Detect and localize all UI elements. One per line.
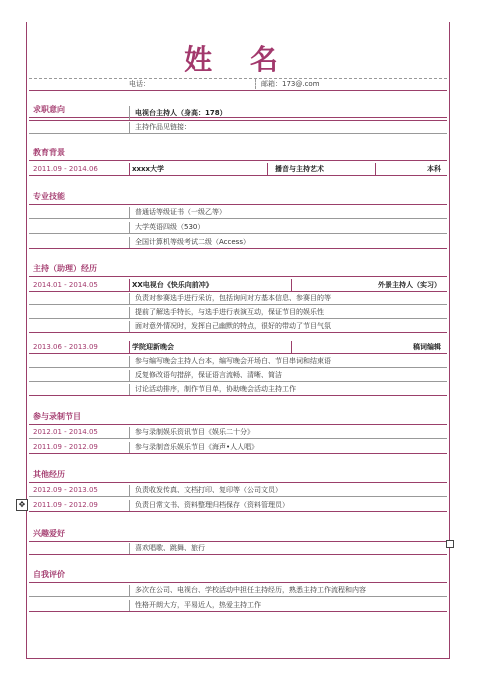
education-major[interactable]: 播音与主持艺术 bbox=[275, 165, 324, 173]
section-hobby-title[interactable]: 兴趣爱好 bbox=[33, 529, 65, 538]
other-text[interactable]: 负责收发传真、文档打印、复印等（公司文员） bbox=[135, 486, 282, 494]
program-row bbox=[29, 427, 447, 439]
skill-item[interactable]: 全国计算机等级考试二级（Access） bbox=[135, 238, 250, 246]
section-skills-title[interactable]: 专业技能 bbox=[33, 192, 65, 201]
host-duty[interactable]: 讨论活动排序，制作节目单，协助晚会活动主持工作 bbox=[135, 385, 296, 393]
program-text[interactable]: 参与录制音乐娱乐节目《海声•人人唱》 bbox=[135, 443, 259, 451]
host-duty[interactable]: 负责对参赛选手进行采访，包括询问对方基本信息、参赛目的等 bbox=[135, 294, 331, 302]
education-degree[interactable]: 本科 bbox=[427, 165, 441, 173]
table-move-handle-icon[interactable]: ✥ bbox=[16, 499, 28, 511]
section-objective-title[interactable]: 求职意向 bbox=[33, 105, 65, 114]
skill-item[interactable]: 大学英语四级（530） bbox=[135, 223, 205, 231]
hobby-row bbox=[29, 543, 447, 555]
education-row bbox=[29, 163, 447, 176]
email-label[interactable]: 邮箱：173@.com bbox=[261, 80, 320, 88]
host-duty[interactable]: 提前了解选手特长，与选手进行表演互动，保证节目的娱乐性 bbox=[135, 308, 324, 316]
resume-name[interactable]: 姓 名 bbox=[184, 43, 292, 76]
host-duty[interactable]: 面对意外情况时，发挥自己幽默的特点，很好的带动了节目气氛 bbox=[135, 322, 331, 330]
skill-row bbox=[29, 207, 447, 219]
phone-label[interactable]: 电话： bbox=[129, 80, 150, 88]
program-date[interactable]: 2012.01 - 2014.05 bbox=[33, 428, 98, 436]
skill-row bbox=[29, 222, 447, 234]
section-hobby-header bbox=[29, 527, 447, 542]
objective-portfolio-row bbox=[29, 122, 447, 134]
host-duty[interactable]: 参与编写晚会主持人台本，编写晚会开场白、节目串词和结束语 bbox=[135, 357, 331, 365]
self-text[interactable]: 性格开朗大方，平易近人，热爱主持工作 bbox=[135, 601, 261, 609]
host-job-date[interactable]: 2014.01 - 2014.05 bbox=[33, 281, 98, 289]
host-duty-row bbox=[29, 356, 447, 368]
hobby-text[interactable]: 喜欢唱歌、跳舞、旅行 bbox=[135, 544, 205, 552]
host-job-org[interactable]: XX电视台《快乐向前冲》 bbox=[132, 281, 213, 289]
objective-title-row bbox=[29, 106, 447, 121]
host-duty-row bbox=[29, 321, 447, 333]
host-job-date[interactable]: 2013.06 - 2013.09 bbox=[33, 343, 98, 351]
self-row bbox=[29, 585, 447, 597]
other-date[interactable]: 2012.09 - 2013.05 bbox=[33, 486, 98, 494]
other-text[interactable]: 负责日常文书、资料整理归档保存（资料管理员） bbox=[135, 501, 289, 509]
other-row bbox=[29, 500, 447, 512]
program-row bbox=[29, 442, 447, 454]
section-education-header bbox=[29, 146, 447, 161]
section-other-title[interactable]: 其他经历 bbox=[33, 470, 65, 479]
section-skills-header bbox=[29, 190, 447, 205]
host-job-role[interactable]: 外景主持人（实习） bbox=[378, 281, 441, 289]
self-text[interactable]: 多次在公司、电视台、学校活动中担任主持经历，熟悉主持工作流程和内容 bbox=[135, 586, 366, 594]
section-other-header bbox=[29, 468, 447, 483]
objective-portfolio[interactable]: 主持作品见链接： bbox=[135, 123, 191, 131]
section-programs-title[interactable]: 参与录制节目 bbox=[33, 412, 81, 421]
host-job-role[interactable]: 稿词编辑 bbox=[413, 343, 441, 351]
section-top-line bbox=[29, 90, 447, 91]
section-education-title[interactable]: 教育背景 bbox=[33, 148, 65, 157]
host-job-org[interactable]: 学院迎新晚会 bbox=[132, 343, 174, 351]
program-text[interactable]: 参与录制娱乐资讯节目《娱乐二十分》 bbox=[135, 428, 254, 436]
other-date[interactable]: 2011.09 - 2012.09 bbox=[33, 501, 98, 509]
host-job-row bbox=[29, 341, 447, 354]
host-duty-row bbox=[29, 307, 447, 319]
section-programs-header bbox=[29, 410, 447, 425]
section-self-title[interactable]: 自我评价 bbox=[33, 570, 65, 579]
resume-page bbox=[26, 22, 450, 659]
host-duty[interactable]: 反复修改语句措辞，保证语言流畅、清晰、简洁 bbox=[135, 371, 282, 379]
skill-row bbox=[29, 237, 447, 249]
host-duty-row bbox=[29, 293, 447, 305]
host-job-row bbox=[29, 279, 447, 292]
other-row bbox=[29, 485, 447, 497]
host-duty-row bbox=[29, 384, 447, 396]
contact-row bbox=[29, 78, 447, 89]
section-self-header bbox=[29, 568, 447, 583]
contact-divider bbox=[255, 79, 256, 89]
host-duty-row bbox=[29, 370, 447, 382]
program-date[interactable]: 2011.09 - 2012.09 bbox=[33, 443, 98, 451]
objective-title[interactable]: 电视台主持人（身高：178） bbox=[135, 109, 227, 117]
self-row bbox=[29, 600, 447, 612]
table-resize-handle-icon[interactable] bbox=[446, 540, 454, 548]
education-date[interactable]: 2011.09 - 2014.06 bbox=[33, 165, 98, 173]
education-school[interactable]: xxxx大学 bbox=[132, 165, 165, 173]
section-host-title[interactable]: 主持（助理）经历 bbox=[33, 264, 97, 273]
skill-item[interactable]: 普通话等级证书（一级乙等） bbox=[135, 208, 226, 216]
section-host-header bbox=[29, 262, 447, 277]
